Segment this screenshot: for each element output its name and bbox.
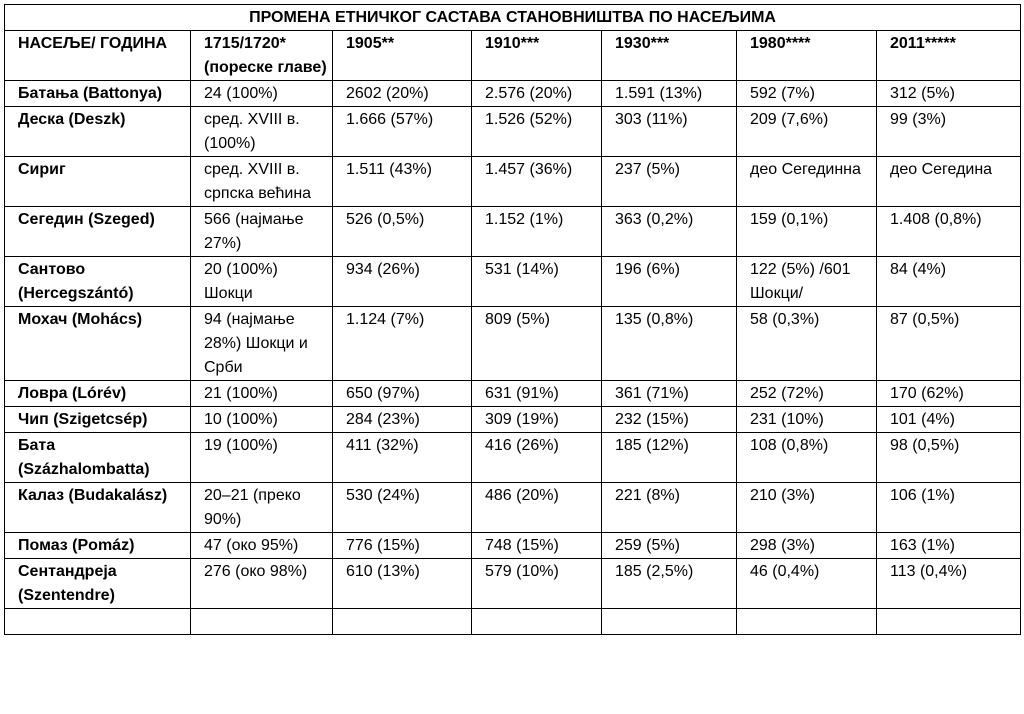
value-cell: 363 (0,2%)	[602, 207, 737, 257]
value-cell: 1.666 (57%)	[333, 107, 472, 157]
value-cell: 361 (71%)	[602, 381, 737, 407]
value-cell: 1.152 (1%)	[472, 207, 602, 257]
value-cell: 99 (3%)	[877, 107, 1021, 157]
value-cell: 20–21 (преко 90%)	[191, 483, 333, 533]
value-cell: 185 (2,5%)	[602, 559, 737, 609]
value-cell	[602, 609, 737, 635]
value-cell: 221 (8%)	[602, 483, 737, 533]
header-cell-1905: 1905**	[333, 31, 472, 81]
value-cell: 650 (97%)	[333, 381, 472, 407]
value-cell: 210 (3%)	[737, 483, 877, 533]
value-cell: 159 (0,1%)	[737, 207, 877, 257]
value-cell: 631 (91%)	[472, 381, 602, 407]
value-cell: 21 (100%)	[191, 381, 333, 407]
table-row	[5, 207, 1021, 257]
value-cell: 1.457 (36%)	[472, 157, 602, 207]
table-row	[5, 559, 1021, 609]
population-table	[4, 4, 1021, 635]
place-cell: Помаз (Pomáz)	[5, 533, 191, 559]
value-cell: 101 (4%)	[877, 407, 1021, 433]
value-cell: 237 (5%)	[602, 157, 737, 207]
value-cell: 776 (15%)	[333, 533, 472, 559]
place-cell: Мохач (Mohács)	[5, 307, 191, 381]
value-cell: 579 (10%)	[472, 559, 602, 609]
value-cell: 94 (најмање 28%) Шокци и Срби	[191, 307, 333, 381]
value-cell: 531 (14%)	[472, 257, 602, 307]
value-cell: део Сегединна	[737, 157, 877, 207]
header-cell-2011: 2011*****	[877, 31, 1021, 81]
header-cell-1715: 1715/1720* (пореске главе)	[191, 31, 333, 81]
value-cell: 196 (6%)	[602, 257, 737, 307]
value-cell: 312 (5%)	[877, 81, 1021, 107]
value-cell	[877, 609, 1021, 635]
title-row	[5, 5, 1021, 31]
value-cell: 303 (11%)	[602, 107, 737, 157]
table-row	[5, 257, 1021, 307]
value-cell: 58 (0,3%)	[737, 307, 877, 381]
value-cell: 748 (15%)	[472, 533, 602, 559]
table-body	[5, 81, 1021, 635]
value-cell: 486 (20%)	[472, 483, 602, 533]
value-cell: 84 (4%)	[877, 257, 1021, 307]
table-row	[5, 483, 1021, 533]
table-title: ПРОМЕНА ЕТНИЧКОГ САСТАВА СТАНОВНИШТВА ПО НАСЕЉИМА	[5, 5, 1021, 31]
value-cell: 1.408 (0,8%)	[877, 207, 1021, 257]
table-row	[5, 81, 1021, 107]
header-cell-1980: 1980****	[737, 31, 877, 81]
value-cell: 163 (1%)	[877, 533, 1021, 559]
value-cell: 231 (10%)	[737, 407, 877, 433]
table-row	[5, 307, 1021, 381]
value-cell: 209 (7,6%)	[737, 107, 877, 157]
value-cell: 10 (100%)	[191, 407, 333, 433]
place-cell: Калаз (Budakalász)	[5, 483, 191, 533]
value-cell	[737, 609, 877, 635]
value-cell: 610 (13%)	[333, 559, 472, 609]
table-row	[5, 381, 1021, 407]
place-cell: Сириг	[5, 157, 191, 207]
value-cell: 259 (5%)	[602, 533, 737, 559]
place-cell: Деска (Deszk)	[5, 107, 191, 157]
value-cell: 98 (0,5%)	[877, 433, 1021, 483]
value-cell: 87 (0,5%)	[877, 307, 1021, 381]
value-cell: 113 (0,4%)	[877, 559, 1021, 609]
value-cell: 20 (100%) Шокци	[191, 257, 333, 307]
value-cell	[333, 609, 472, 635]
place-cell: Сантово (Hercegszántó)	[5, 257, 191, 307]
header-cell-1910: 1910***	[472, 31, 602, 81]
value-cell	[191, 609, 333, 635]
place-cell: Чип (Szigetcsép)	[5, 407, 191, 433]
place-cell: Бата (Százhalombatta)	[5, 433, 191, 483]
place-cell: Сегедин (Szeged)	[5, 207, 191, 257]
value-cell: 298 (3%)	[737, 533, 877, 559]
place-cell: Сентандреја (Szentendre)	[5, 559, 191, 609]
value-cell: 170 (62%)	[877, 381, 1021, 407]
value-cell: 135 (0,8%)	[602, 307, 737, 381]
place-cell: Ловра (Lórév)	[5, 381, 191, 407]
table-row	[5, 609, 1021, 635]
value-cell: 1.526 (52%)	[472, 107, 602, 157]
place-cell: Батања (Battonya)	[5, 81, 191, 107]
value-cell: 232 (15%)	[602, 407, 737, 433]
value-cell: 566 (најмање 27%)	[191, 207, 333, 257]
value-cell: 1.511 (43%)	[333, 157, 472, 207]
value-cell: 185 (12%)	[602, 433, 737, 483]
value-cell: 284 (23%)	[333, 407, 472, 433]
value-cell: 108 (0,8%)	[737, 433, 877, 483]
value-cell: 106 (1%)	[877, 483, 1021, 533]
value-cell: 252 (72%)	[737, 381, 877, 407]
value-cell: 19 (100%)	[191, 433, 333, 483]
header-row	[5, 31, 1021, 81]
value-cell	[472, 609, 602, 635]
value-cell: 592 (7%)	[737, 81, 877, 107]
value-cell: 47 (око 95%)	[191, 533, 333, 559]
header-cell-place: НАСЕЉЕ/ ГОДИНА	[5, 31, 191, 81]
value-cell: 276 (око 98%)	[191, 559, 333, 609]
value-cell: 934 (26%)	[333, 257, 472, 307]
value-cell: 24 (100%)	[191, 81, 333, 107]
table-row	[5, 157, 1021, 207]
place-cell	[5, 609, 191, 635]
value-cell: 309 (19%)	[472, 407, 602, 433]
table-row	[5, 107, 1021, 157]
value-cell: 46 (0,4%)	[737, 559, 877, 609]
value-cell: 530 (24%)	[333, 483, 472, 533]
value-cell: 411 (32%)	[333, 433, 472, 483]
value-cell: део Сегедина	[877, 157, 1021, 207]
table-row	[5, 533, 1021, 559]
value-cell: 1.124 (7%)	[333, 307, 472, 381]
value-cell: сред. XVIII в. српска већина	[191, 157, 333, 207]
value-cell: 122 (5%) /601 Шокци/	[737, 257, 877, 307]
value-cell: 2.576 (20%)	[472, 81, 602, 107]
value-cell: сред. XVIII в. (100%)	[191, 107, 333, 157]
table-row	[5, 407, 1021, 433]
value-cell: 809 (5%)	[472, 307, 602, 381]
value-cell: 526 (0,5%)	[333, 207, 472, 257]
value-cell: 2602 (20%)	[333, 81, 472, 107]
value-cell: 416 (26%)	[472, 433, 602, 483]
header-cell-1930: 1930***	[602, 31, 737, 81]
value-cell: 1.591 (13%)	[602, 81, 737, 107]
table-row	[5, 433, 1021, 483]
